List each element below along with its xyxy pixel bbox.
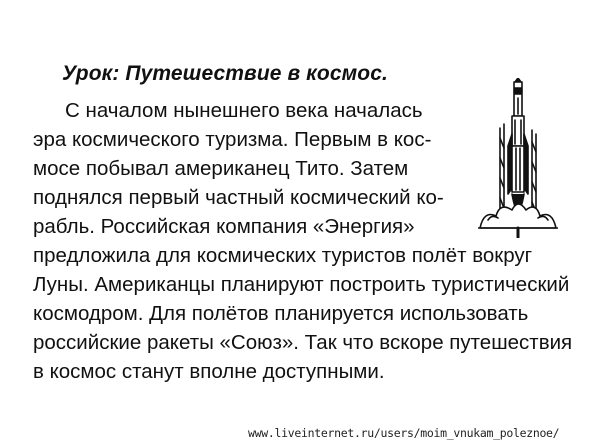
text-line-4: поднялся первый частный космический ко- <box>33 186 444 209</box>
text-line-5: рабль. Российская компания «Энергия» <box>33 215 415 238</box>
text-line-6: предложила для космических туристов полёт вокруг <box>33 244 533 267</box>
text-line-8: космодром. Для полётов планируется использовать <box>33 302 529 325</box>
rocket-launch-icon <box>478 78 558 238</box>
text-line-7: Луны. Американцы планируют построить туристический <box>33 273 570 296</box>
lesson-title: Урок: Путешествие в космос. <box>62 62 388 85</box>
text-line-10: в космос станут вполне доступными. <box>33 360 385 383</box>
text-line-9: российские ракеты «Союз». Так что вскоре путешествия <box>33 331 573 354</box>
text-line-3: мосе побывал американец Тито. Затем <box>33 157 409 180</box>
source-watermark: www.liveinternet.ru/users/moim_vnukam_poleznoe/ <box>248 426 560 440</box>
text-line-2: эра космического туризма. Первым в кос- <box>33 128 432 151</box>
text-line-1: С началом нынешнего века началась <box>65 99 423 122</box>
